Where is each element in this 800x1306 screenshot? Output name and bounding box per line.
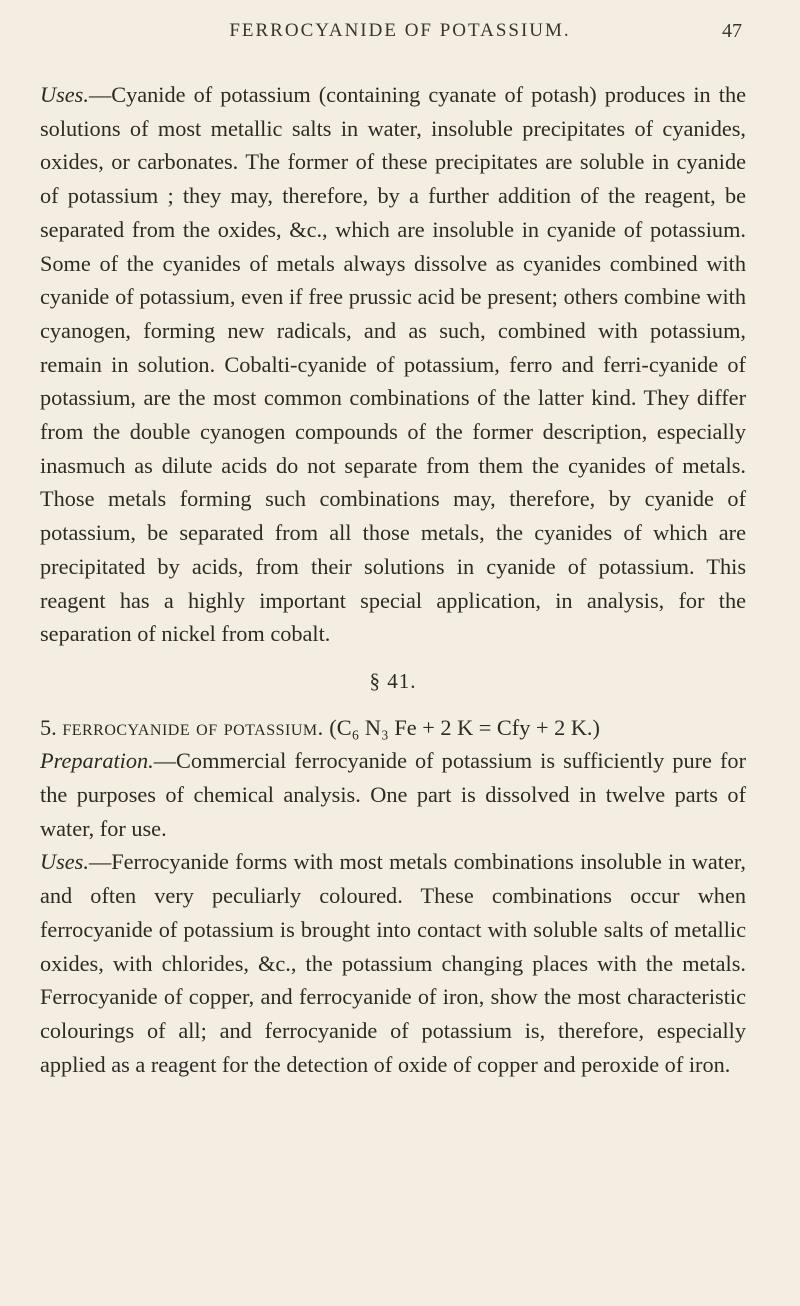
running-head: FERROCYANIDE OF POTASSIUM.	[229, 20, 571, 41]
body-text	[40, 78, 746, 1081]
item-number: 5.	[40, 714, 57, 740]
uses2-paragraph	[40, 845, 746, 1081]
item-title: ferrocyanide of potassium.	[62, 714, 324, 740]
page-number: 47	[722, 20, 742, 42]
section-mark: § 41.	[369, 668, 417, 693]
uses-lead: Uses.	[40, 82, 89, 107]
preparation-text: —Commercial ferrocyanide of potassium is sufficiently pure for the purposes of chemical analysis. One part is dissolved in twelve parts of water, for use.	[40, 748, 746, 841]
preparation-paragraph	[40, 744, 746, 845]
preparation-lead: Preparation.	[40, 748, 154, 774]
uses2-lead: Uses.	[40, 849, 89, 875]
item-heading	[40, 711, 746, 745]
item-formula: (C₆ N₃ Fe + 2 K = Cfy + 2 K.)	[329, 714, 600, 740]
uses-text: —Cyanide of potassium (containing cyanate of potash) produces in the solutions of most metallic salts in water, insoluble precipitates of cyanides, oxides, or carbonates. The former of these precipitates are soluble in cyanide of potassium ; they may, therefore, by a further addition of the reagent, be separated from the oxides, &c., which are insoluble in cyanide of potassium. Some of the cyanides of metals always dissolve as cyanides combined with cyanide of potassium, even if free prussic acid be present; others combine with cyanogen, forming new radicals, and as such, combined with potassium, remain in solution. Cobalti-cyanide of potassium, ferro and ferri-cyanide of potassium, are the most common combinations of the latter kind. They differ from the double cyanogen compounds of the former description, especially inasmuch as dilute acids do not separate from them the cyanides of metals. Those metals forming such combinations may, therefore, by cyanide of potassium, be separated from all those metals, the cyanides of which are precipitated by acids, from their solutions in cyanide of potassium. This reagent has a highly important special application, in analysis, for the separation of nickel from cobalt.	[40, 82, 746, 647]
uses-paragraph	[40, 78, 746, 651]
uses2-text: —Ferrocyanide forms with most metals combinations insoluble in water, and often very peculiarly coloured. These combinations occur when ferrocyanide of potassium is brought into contact with soluble salts of metallic oxides, with chlorides, &c., the potassium changing places with the metals. Ferrocyanide of copper, and ferrocyanide of iron, show the most characteristic colourings of all; and ferrocyanide of potassium is, therefore, especially applied as a reagent for the detection of oxide of copper and peroxide of iron.	[40, 849, 746, 1077]
